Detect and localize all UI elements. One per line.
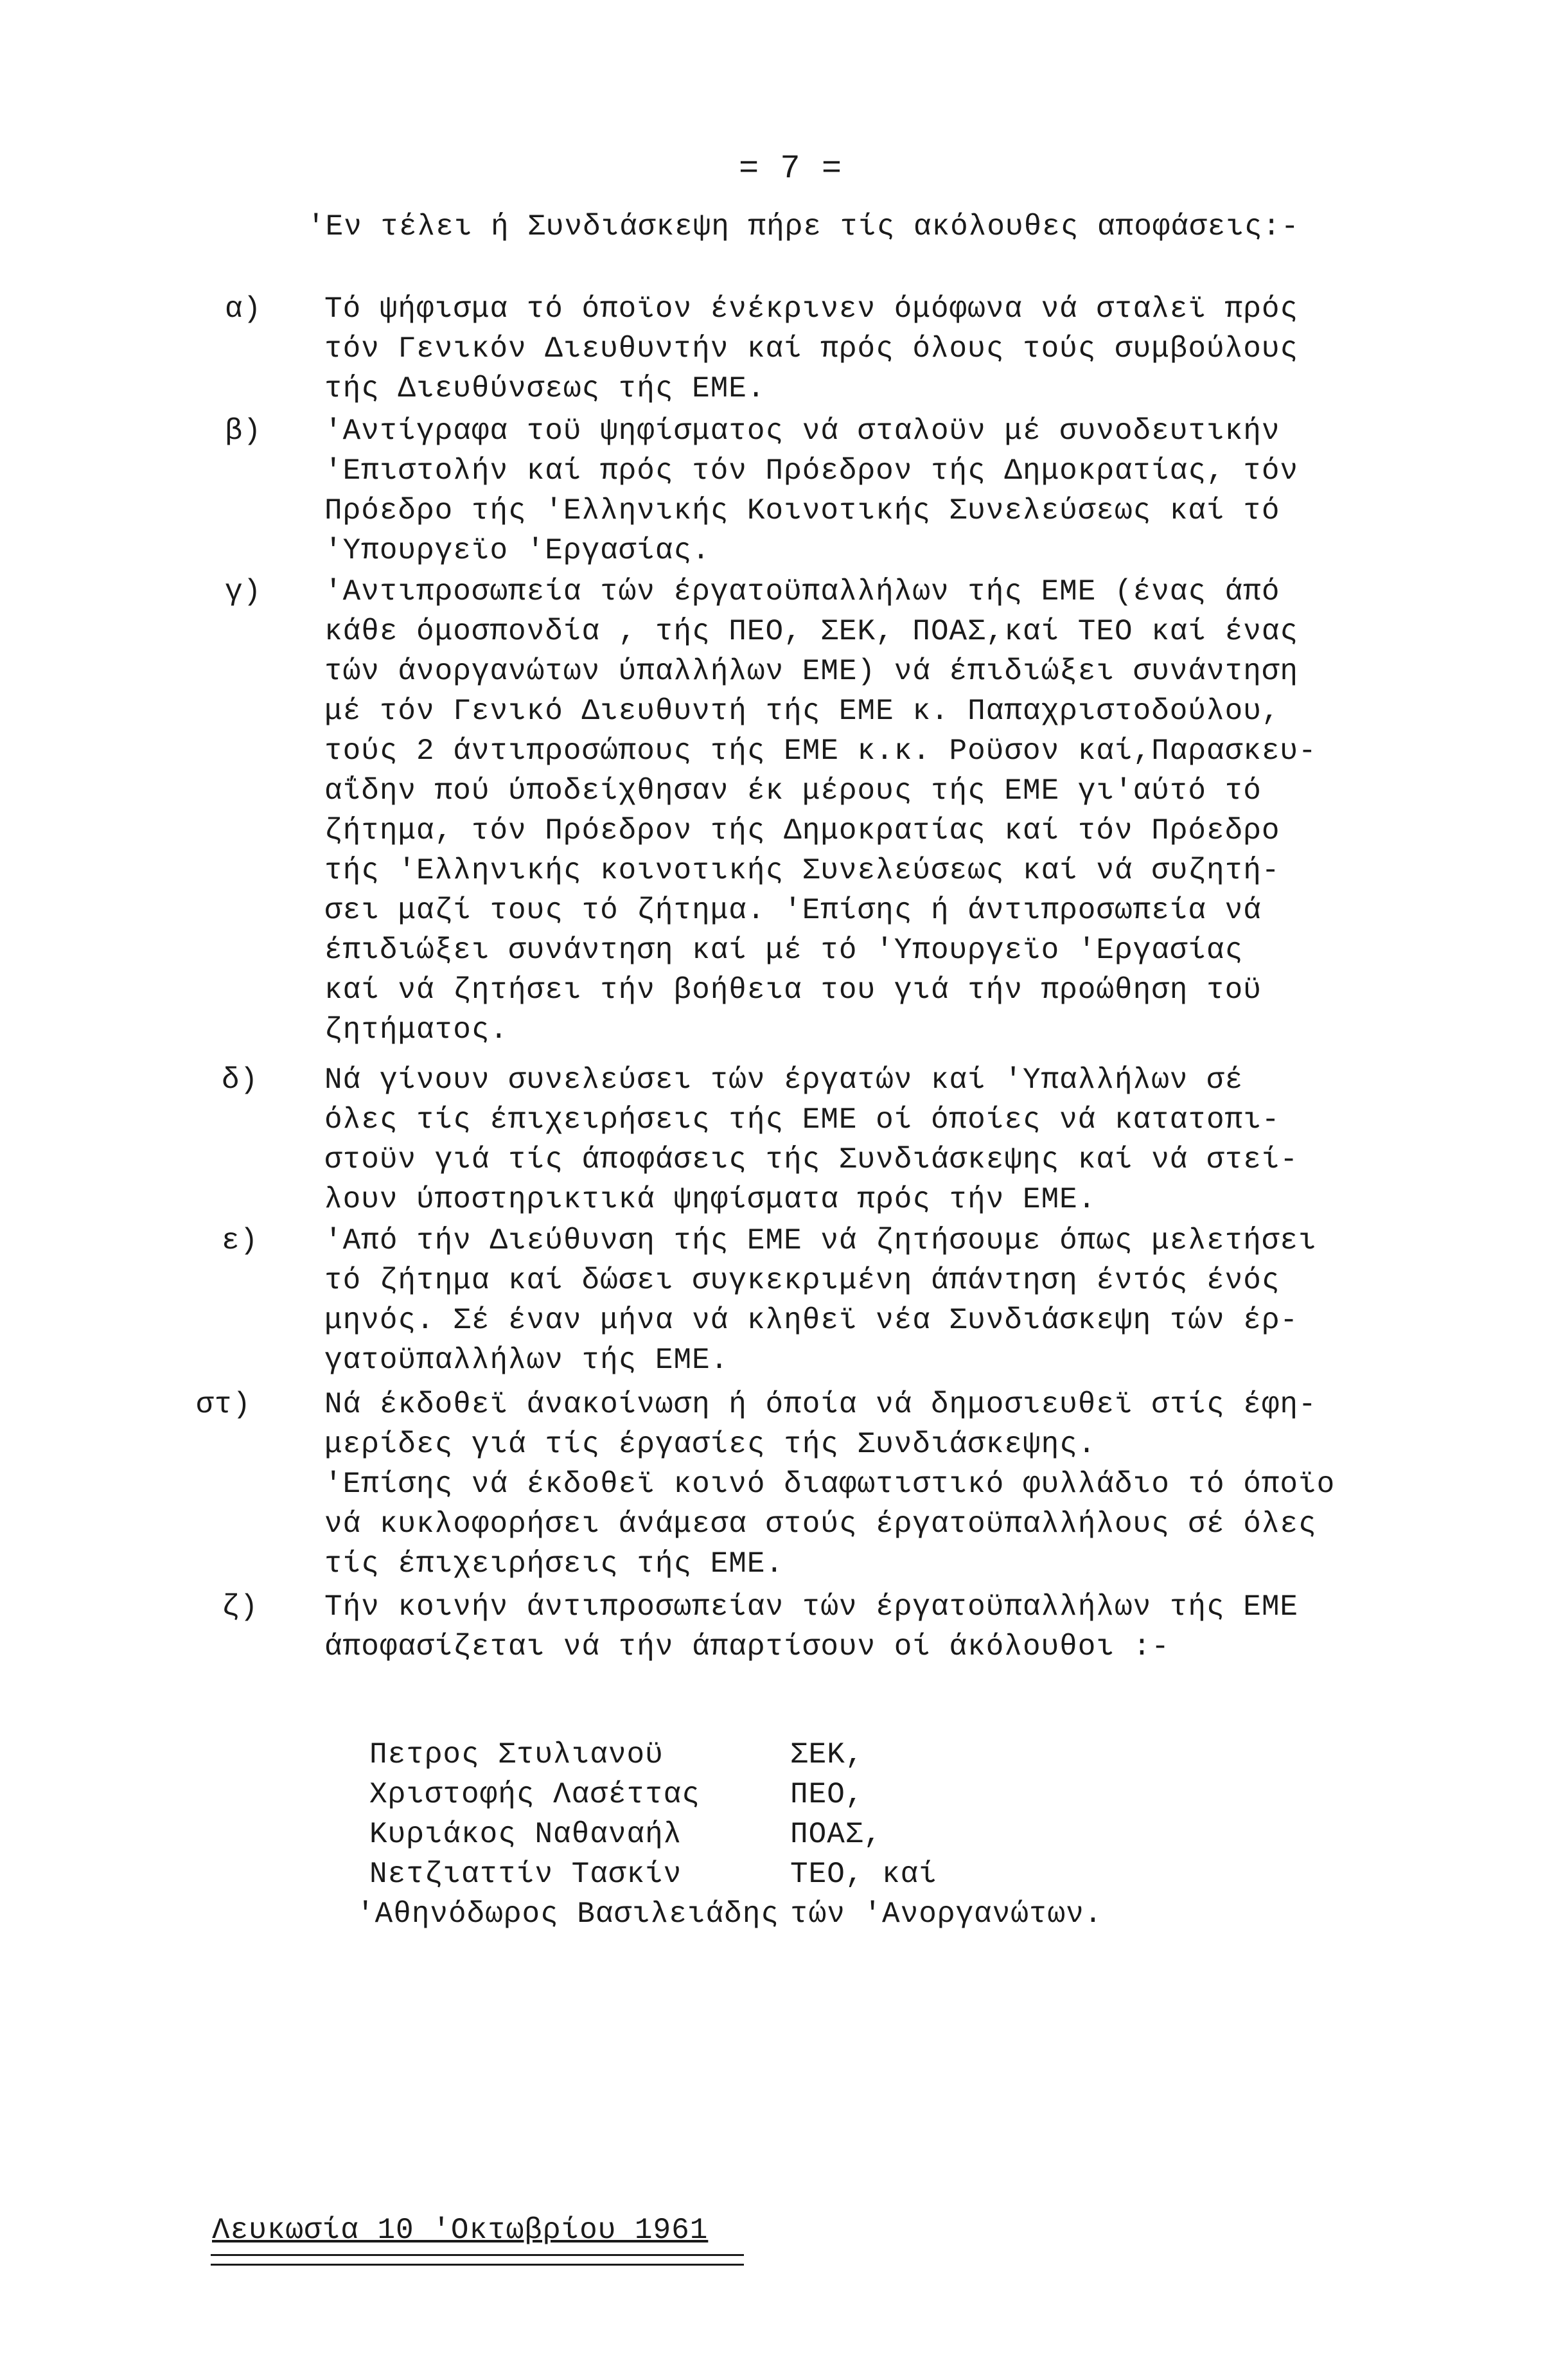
signatory-organization: ΠΟΑΣ, [790,1818,883,1851]
item-line: 'Επιστολήν καί πρός τόν Πρόεδρον τής Δημοκρατίας, τόν [324,454,1299,488]
double-underline [211,2254,744,2266]
item-line: νά κυκλοφορήσει άνάμεσα στούς έργατοϋπαλλήλους σέ όλες [324,1507,1317,1541]
item-line: μερίδες γιά τίς έργασίες τής Συνδιάσκεψης. [324,1428,1097,1461]
signatory-name: 'Αθηνόδωρος Βασιλειάδης [357,1897,779,1931]
place-date: Λευκωσία 10 'Οκτωβρίου 1961 [212,2214,709,2247]
item-line: ζήτημα, τόν Πρόεδρον τής Δημοκρατίας καί τόν Πρόεδρο [324,814,1280,848]
item-line: έπιδιώξει συνάντηση καί μέ τό 'Υπουργεϊο 'Εργασίας [324,934,1244,967]
item-line: τίς έπιχειρήσεις τής ΕΜΕ. [324,1547,784,1581]
signatory-organization: ΤΕΟ, καί [790,1858,937,1891]
item-line: Πρόεδρο τής 'Ελληνικής Κοινοτικής Συνελεύσεως καί τό [324,494,1280,528]
item-line: 'Υπουργεϊο 'Εργασίας. [324,534,711,567]
item-line: τής 'Ελληνικής κοινοτικής Συνελεύσεως καί νά συζητή- [324,854,1280,887]
item-marker: ε) [222,1224,259,1257]
item-line: τής Διευθύνσεως τής ΕΜΕ. [324,372,766,405]
item-marker: δ) [222,1063,259,1097]
item-line: λουν ύποστηρικτικά ψηφίσματα πρός τήν ΕΜΕ. [324,1183,1097,1216]
item-line: σει μαζί τους τό ζήτημα. 'Επίσης ή άντιπροσωπεία νά [324,894,1262,927]
item-line: Τήν κοινήν άντιπροσωπείαν τών έργατοϋπαλλήλων τής ΕΜΕ [324,1590,1299,1624]
signatory-name: Πετρος Στυλιανοϋ [369,1738,664,1772]
item-line: τών άνοργανώτων ύπαλλήλων ΕΜΕ) νά έπιδιώξει συνάντηση [324,655,1299,688]
item-marker: γ) [225,575,262,608]
item-marker: α) [225,292,262,326]
item-text [324,1587,1298,1667]
item-line: 'Αντιπροσωπεία τών έργατοϋπαλλήλων τής ΕΜΕ (ένας άπό [324,575,1280,608]
item-line: 'Από τήν Διεύθυνση τής ΕΜΕ νά ζητήσουμε όπως μελετήσει [324,1224,1317,1257]
item-text [324,411,1298,571]
item-line: άποφασίζεται νά τήν άπαρτίσουν οί άκόλουθοι :- [324,1630,1170,1664]
intro-line: 'Εν τέλει ή Συνδιάσκεψη πήρε τίς ακόλουθες αποφάσεις:- [307,210,1300,244]
signatory-organization: ΣΕΚ, [790,1738,864,1772]
item-line: μηνός. Σέ έναν μήνα νά κληθεϊ νέα Συνδιάσκεψη τών έρ- [324,1304,1299,1337]
item-marker: στ) [196,1388,251,1421]
item-line: αΐδην πού ύποδείχθησαν έκ μέρους τής ΕΜΕ γι'αύτό τό [324,774,1262,808]
signatory-organization: τών 'Ανοργανώτων. [790,1897,1103,1931]
item-line: 'Αντίγραφα τοϋ ψηφίσματος νά σταλοϋν μέ συνοδευτικήν [324,414,1280,448]
item-text [324,1060,1298,1220]
item-line: μέ τόν Γενικό Διευθυντή τής ΕΜΕ κ. Παπαχριστοδούλου, [324,695,1280,728]
item-text [324,1385,1335,1584]
item-line: γατοϋπαλλήλων τής ΕΜΕ. [324,1344,729,1377]
page-number: = 7 = [739,150,843,188]
item-line: τό ζήτημα καί δώσει συγκεκριμένη άπάντηση έντός ένός [324,1264,1280,1297]
item-text [324,572,1317,1050]
signatory-name: Νετζιαττίν Τασκίν [369,1858,682,1891]
item-marker: β) [225,414,262,448]
signatory-name: Κυριάκος Ναθαναήλ [369,1818,682,1851]
item-line: τούς 2 άντιπροσώπους τής ΕΜΕ κ.κ. Ροϋσον καί,Παρασκευ- [324,734,1317,768]
item-line: όλες τίς έπιχειρήσεις τής ΕΜΕ οί όποίες νά κατατοπι- [324,1103,1280,1137]
item-line: 'Επίσης νά έκδοθεϊ κοινό διαφωτιστικό φυλλάδιο τό όποϊο [324,1468,1336,1501]
item-line: τόν Γενικόν Διευθυντήν καί πρός όλους τούς συμβούλους [324,332,1299,366]
item-line: στοϋν γιά τίς άποφάσεις τής Συνδιάσκεψης καί νά στεί- [324,1143,1299,1177]
item-line: ζητήματος. [324,1013,509,1047]
item-marker: ζ) [222,1590,259,1624]
item-line: Τό ψήφισμα τό όποϊον ένέκρινεν όμόφωνα νά σταλεϊ πρός [324,292,1299,326]
item-line: Νά γίνουν συνελεύσει τών έργατών καί 'Υπαλλήλων σέ [324,1063,1244,1097]
item-line: κάθε όμοσπονδία , τής ΠΕΟ, ΣΕΚ, ΠΟΑΣ,καί ΤΕΟ καί ένας [324,615,1299,648]
signatory-organization: ΠΕΟ, [790,1778,864,1811]
item-text [324,289,1298,409]
item-line: καί νά ζητήσει τήν βοήθεια του γιά τήν προώθηση τοϋ [324,973,1262,1007]
item-line: Νά έκδοθεϊ άνακοίνωση ή όποία νά δημοσιευθεϊ στίς έφη- [324,1388,1317,1421]
signatory-name: Χριστοφής Λασέττας [369,1778,700,1811]
item-text [324,1221,1317,1380]
